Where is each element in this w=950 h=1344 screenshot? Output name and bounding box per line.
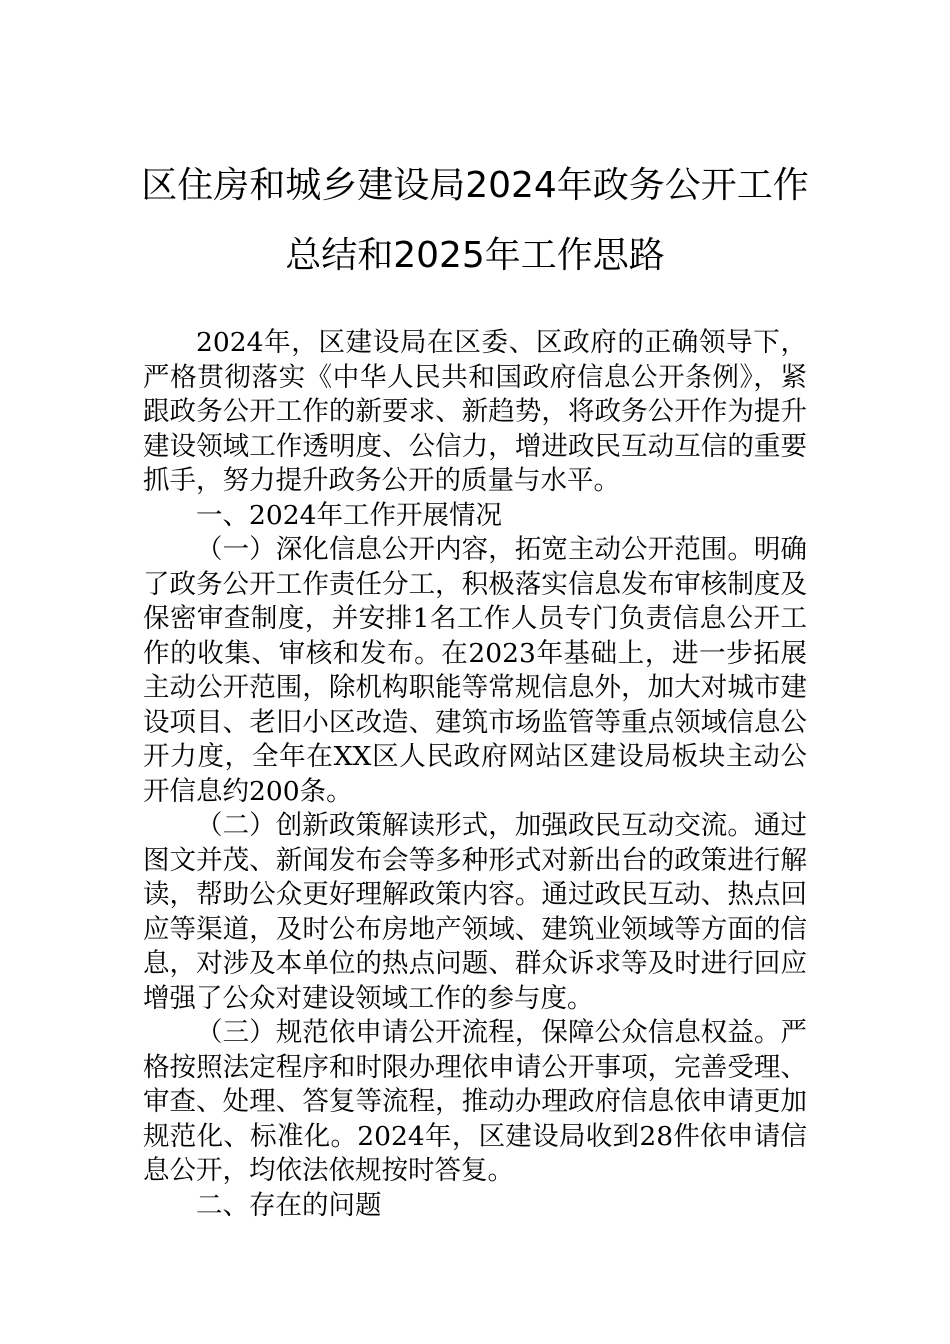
document-title-line-1: 区住房和城乡建设局2024年政务公开工作 [141,165,809,206]
section-heading-2: 二、存在的问题 [196,1189,382,1221]
document-body [143,326,807,1223]
subsection-paragraph-1: （一）深化信息公开内容，拓宽主动公开范围。明确了政务公开工作责任分工，积极落实信息发布审核制度及保密审查制度，并安排1名工作人员专门负责信息公开工作的收集、审核和发布。在2023年基础上，进一步拓展主动公开范围，除机构职能等常规信息外，加大对城市建设项目、老旧小区改造、建筑市场监管等重点领域信息公开力度，全年在XX区人民政府网站区建设局板块主动公开信息约200条。 [143,534,807,807]
subsection-paragraph-2: （二）创新政策解读形式，加强政民互动交流。通过图文并茂、新闻发布会等多种形式对新出台的政策进行解读，帮助公众更好理解政策内容。通过政民互动、热点回应等渠道，及时公布房地产领域、建筑业领域等方面的信息，对涉及本单位的热点问题、群众诉求等及时进行回应增强了公众对建设领域工作的参与度。 [143,810,807,1014]
document-title-line-2: 总结和2025年工作思路 [285,235,665,276]
section-heading-1: 一、2024年工作开展情况 [196,499,502,531]
intro-paragraph: 2024年，区建设局在区委、区政府的正确领导下，严格贯彻落实《中华人民共和国政府信息公开条例》，紧跟政务公开工作的新要求、新趋势，将政务公开作为提升建设领域工作透明度、公信力，增进政民互动互信的重要抓手，努力提升政务公开的质量与水平。 [143,327,807,496]
subsection-paragraph-3: （三）规范依申请公开流程，保障公众信息权益。严格按照法定程序和时限办理依申请公开事项，完善受理、审查、处理、答复等流程，推动办理政府信息依申请更加规范化、标准化。2024年，区建设局收到28件依申请信息公开，均依法依规按时答复。 [143,1017,807,1186]
